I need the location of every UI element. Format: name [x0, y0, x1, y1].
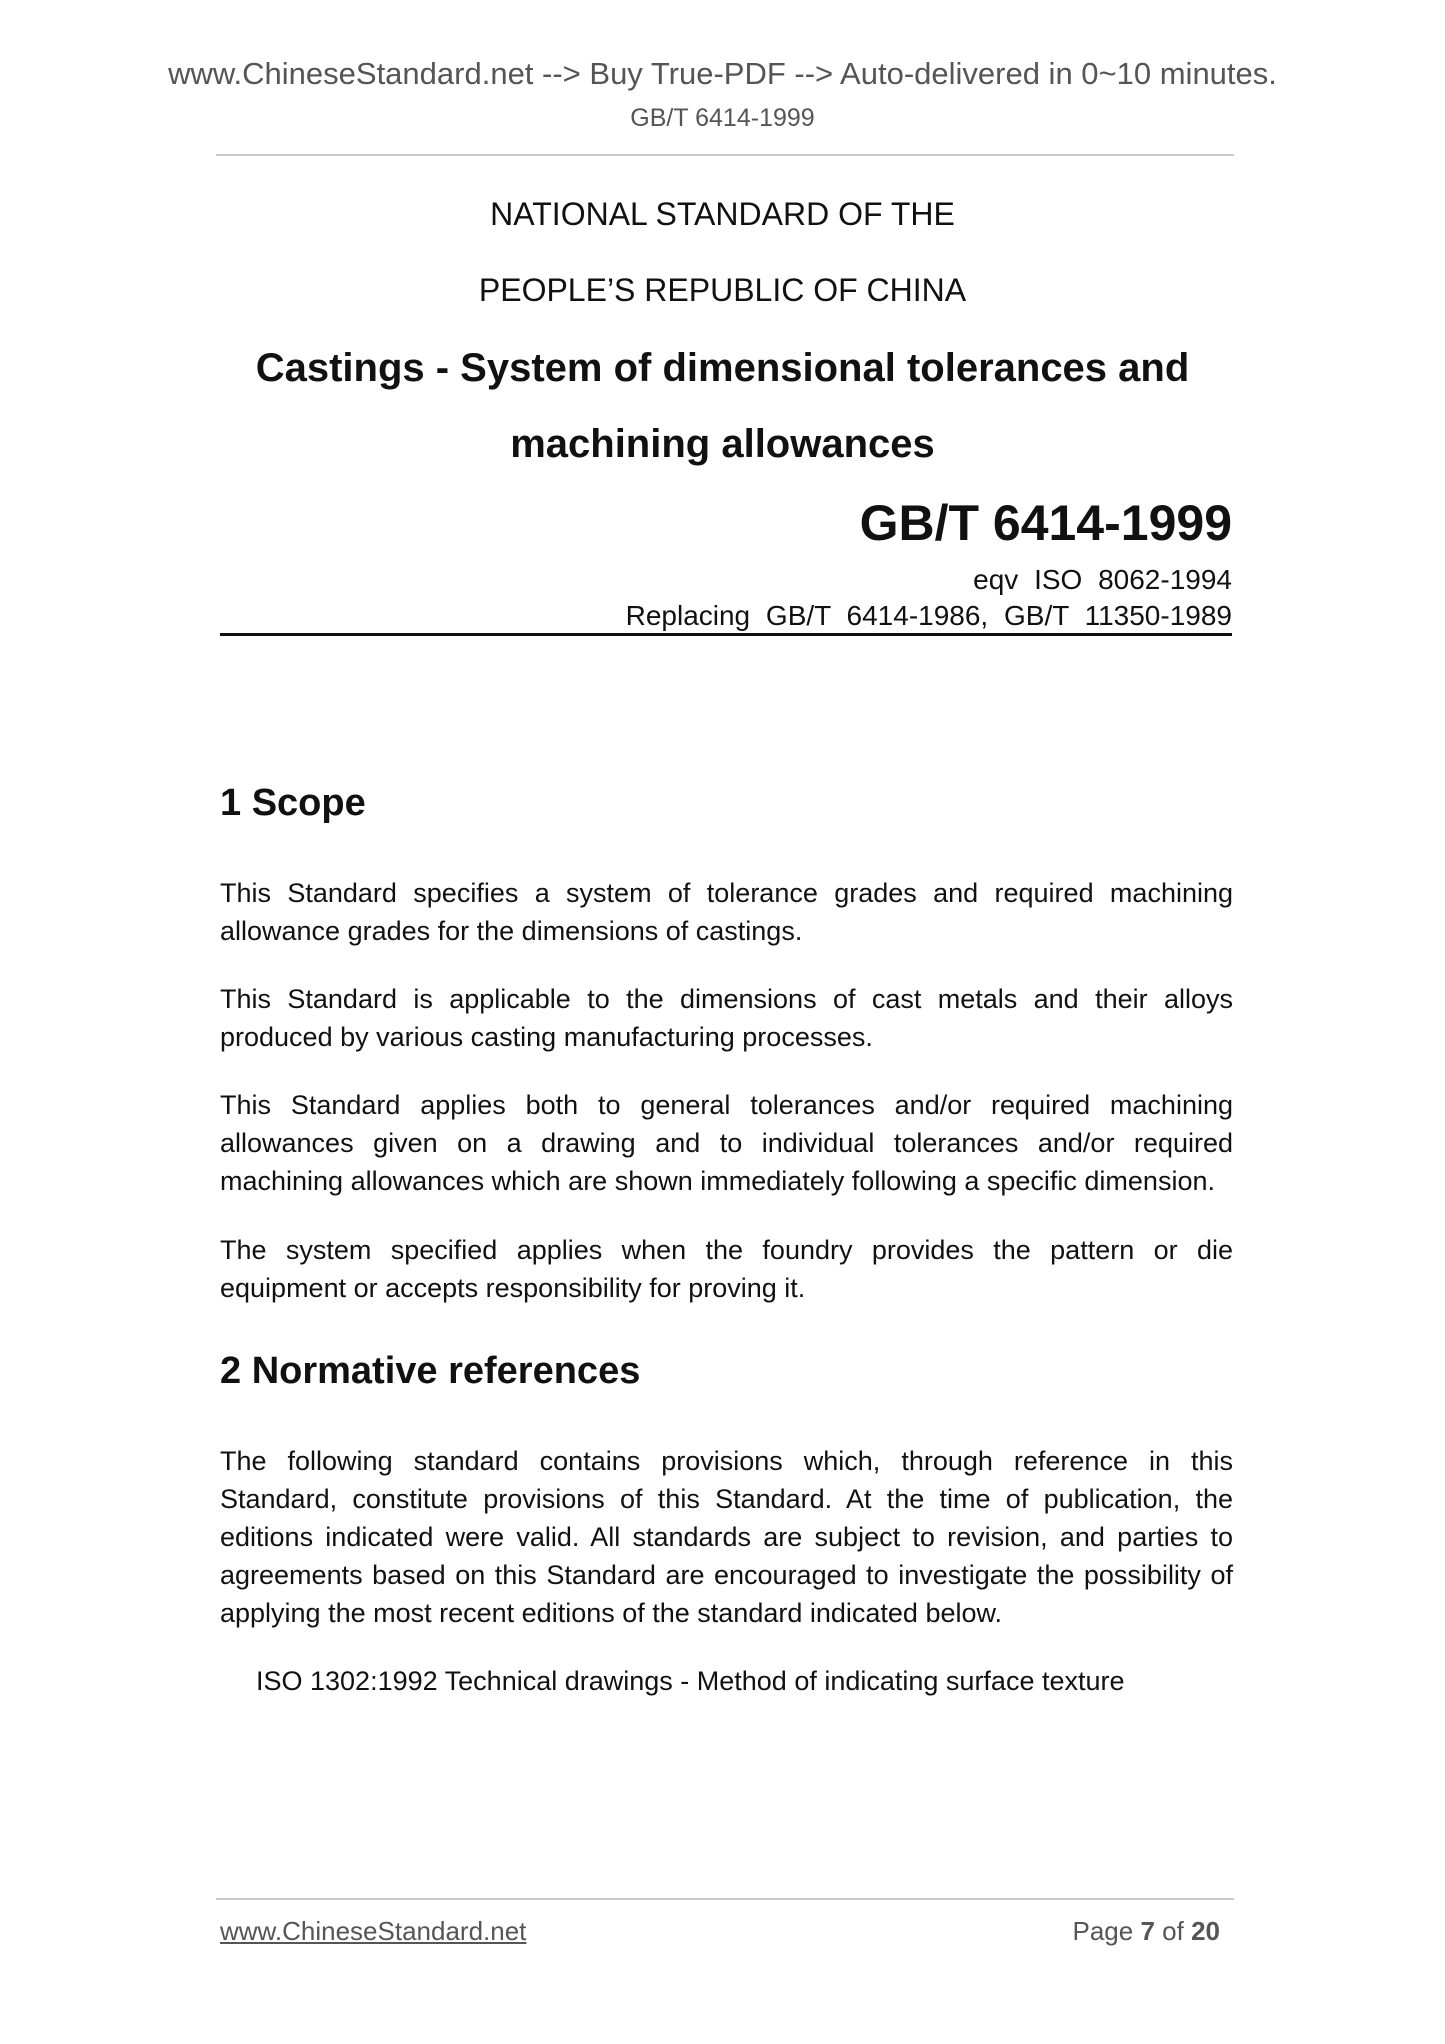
header-standard-code: GB/T 6414-1999: [630, 104, 815, 132]
section-heading-scope: 1 Scope: [220, 782, 366, 824]
replacing-note: Replacing GB/T 6414-1986, GB/T 11350-1989: [625, 600, 1232, 631]
scope-paragraph-3: This Standard applies both to general tolerances and/or required machining allowances given on a drawing and to individual tolerances and/or required machining allowances which are shown immediately following a specific dimension.: [220, 1090, 1233, 1196]
page-number: [1072, 1916, 1220, 1947]
page-total: 20: [1191, 1916, 1220, 1946]
page-of-label: of: [1162, 1916, 1184, 1946]
title-divider: [220, 633, 1232, 636]
document-title-line1: Castings - System of dimensional tolerances and: [255, 346, 1190, 390]
reference-item: ISO 1302:1992 Technical drawings - Method of indicating surface texture: [256, 1666, 1125, 1696]
equivalence-note: eqv ISO 8062-1994: [973, 564, 1232, 595]
footer-site-link[interactable]: www.ChineseStandard.net: [220, 1916, 527, 1946]
header-banner: www.ChineseStandard.net --> Buy True-PDF --> Auto-delivered in 0~10 minutes.: [168, 56, 1277, 91]
page-label: Page: [1072, 1916, 1134, 1946]
page-current: 7: [1140, 1916, 1155, 1946]
national-standard-line2: PEOPLE’S REPUBLIC OF CHINA: [478, 272, 967, 308]
normative-references-paragraph: The following standard contains provisions which, through reference in this Standard, constitute provisions of this Standard. At the time of publication, the editions indicated were valid. All standards are subject to revision, and parties to agreements based on this Standard are encouraged to investigate the possibility of applying the most recent editions of the standard indicated below.: [220, 1446, 1233, 1628]
footer-divider: [216, 1898, 1234, 1900]
national-standard-line1: NATIONAL STANDARD OF THE: [490, 196, 955, 232]
standard-code: GB/T 6414-1999: [859, 495, 1232, 551]
document-title-line2: machining allowances: [510, 422, 935, 466]
section-heading-normative-references: 2 Normative references: [220, 1350, 641, 1392]
scope-paragraph-2: This Standard is applicable to the dimensions of cast metals and their alloys produced by various casting manufacturing processes.: [220, 984, 1233, 1052]
scope-paragraph-1: This Standard specifies a system of tolerance grades and required machining allowance grades for the dimensions of castings.: [220, 878, 1233, 946]
scope-paragraph-4: The system specified applies when the foundry provides the pattern or die equipment or accepts responsibility for proving it.: [220, 1235, 1233, 1303]
header-divider: [216, 154, 1234, 156]
